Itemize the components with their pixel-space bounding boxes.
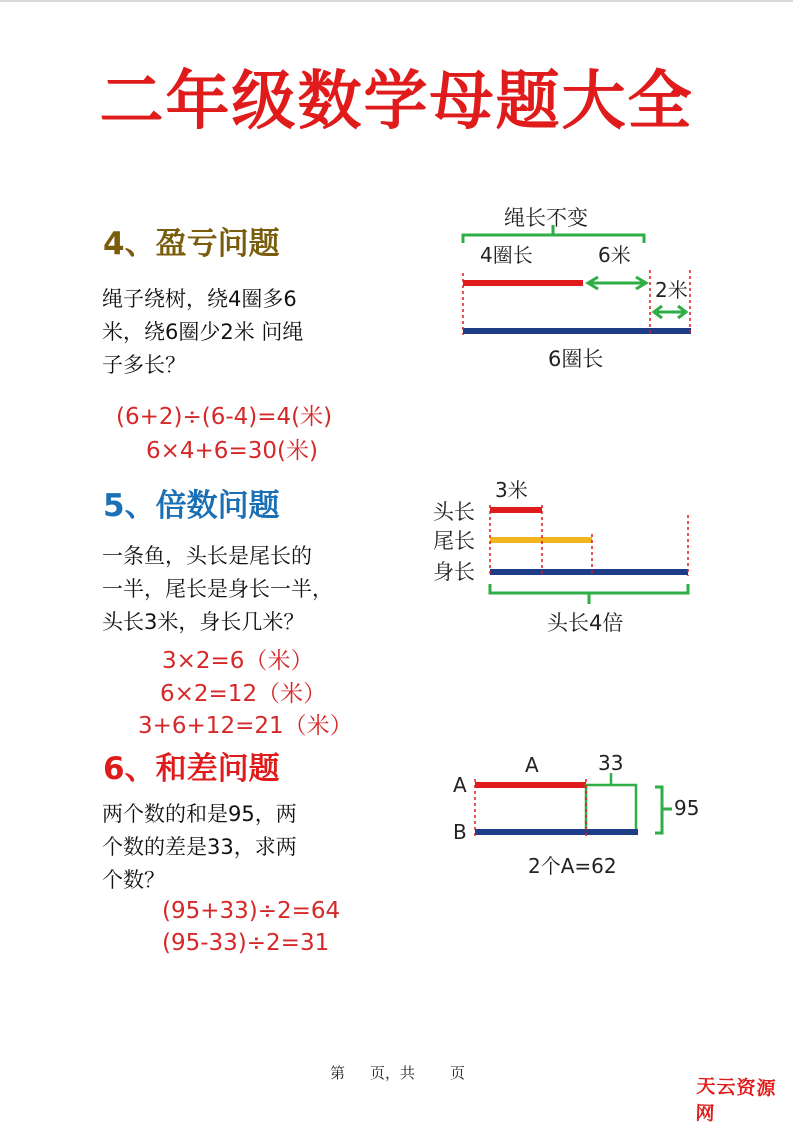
diagram4-left-label: 4圈长: [480, 243, 533, 267]
diagram4-brace: [463, 225, 644, 243]
section-6-solution-2: (95-33)÷2=31: [162, 930, 330, 956]
top-border: [0, 0, 793, 2]
diagram4-arrow-6m: [588, 277, 646, 289]
diagram4-right-label: 2米: [655, 278, 688, 302]
section-5-heading: 5、倍数问题: [103, 488, 280, 524]
section-4-solution-2: 6×4+6=30(米): [146, 438, 318, 464]
diagram6-row-b: B: [453, 820, 467, 844]
footer-page-label-3: 页: [450, 1064, 466, 1082]
diagram5-row-tail: 尾长: [433, 529, 475, 553]
section-5-solution-1: 3×2=6（米）: [162, 648, 314, 674]
section-6-heading: 6、和差问题: [103, 751, 280, 787]
section-4-diagram: [420, 195, 720, 380]
section-5-solution-2: 6×2=12（米）: [160, 681, 327, 707]
diagram6-bottom-label: 2个A=62: [528, 854, 617, 878]
diagram6-diff-box: [586, 785, 636, 832]
section-6-solution-1: (95+33)÷2=64: [162, 898, 341, 924]
diagram4-mid-label: 6米: [598, 243, 631, 267]
section-5-problem: 一条鱼，头长是尾长的 一半，尾长是身长一半， 头长3米，身长几米？: [102, 544, 333, 634]
section-6-problem: 两个数的和是95，两 个数的差是33，求两 个数？: [102, 802, 297, 892]
section-6-diagram: [420, 745, 720, 885]
section-5-solution-3: 3+6+12=21（米）: [138, 713, 353, 739]
diagram5-brace: [490, 584, 688, 604]
footer-page-label-1: 第: [330, 1064, 346, 1082]
page-title: 二年级数学母题大全: [99, 65, 694, 139]
diagram6-sum-label: 95: [674, 796, 700, 820]
diagram6-label-a-top: A: [525, 753, 539, 777]
footer-page-label-2: 页，共: [370, 1064, 416, 1082]
diagram6-sum-brace: [655, 787, 672, 833]
section-5-diagram: [420, 470, 720, 640]
diagram4-top-label: 绳长不变: [504, 206, 588, 230]
section-4-solution-1: (6+2)÷(6-4)=4(米): [116, 404, 333, 430]
section-4-heading: 4、盈亏问题: [103, 226, 280, 262]
diagram5-top-label: 3米: [495, 478, 528, 502]
diagram6-label-diff: 33: [598, 751, 624, 775]
section-4-problem: 绳子绕树，绕4圈多6 米，绕6圈少2米 问绳 子多长？: [102, 287, 304, 377]
diagram4-bottom-label: 6圈长: [548, 347, 604, 371]
diagram5-row-body: 身长: [433, 560, 475, 584]
watermark: 天云资源网: [695, 1075, 777, 1125]
diagram6-row-a: A: [453, 773, 467, 797]
diagram4-arrow-2m: [654, 306, 686, 318]
diagram5-bottom-label: 头长4倍: [547, 611, 624, 635]
diagram5-row-head: 头长: [433, 500, 475, 524]
